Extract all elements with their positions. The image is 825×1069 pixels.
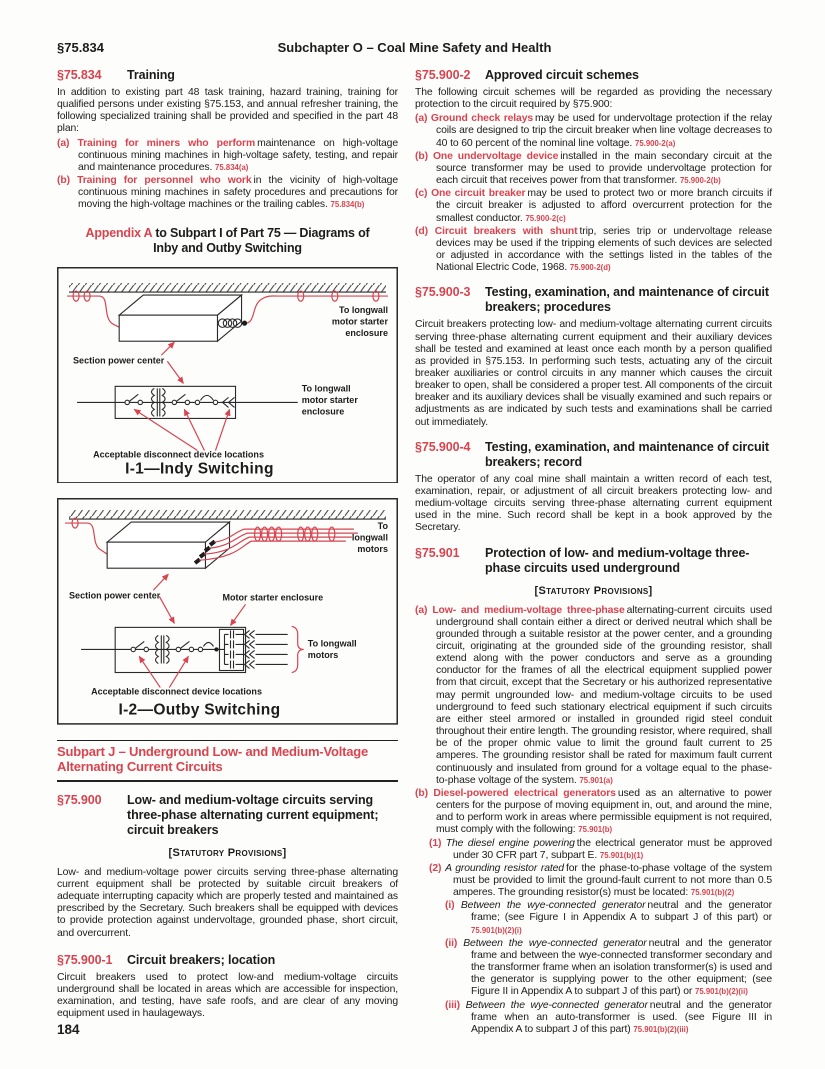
- list-item-b2-iii: (iii) Between the wye-connected generator neutral and the generator frame when an auto-transformer is used. (see Figure III in Appendix A to subpart J of this part) 75.901(b)(2)(iii): [445, 999, 772, 1035]
- power-center-schematic: [81, 627, 304, 673]
- section-title: Low- and medium-voltage circuits serving three-phase alternating current equipment; circuit breakers: [127, 792, 379, 837]
- list-item-b1: (1) The diesel engine powering the electrical generator must be approved under 30 CFR part 7, subpart E. 75.901(b)(1): [429, 837, 772, 861]
- label-disconnect-locations: Acceptable disconnect device locations: [91, 686, 262, 697]
- citation: 75.901(b)(2)(ii): [694, 987, 748, 997]
- list-item-b: (b) Training for personnel who work in the vicinity of high-voltage continuous mining machines in safety procedures and precautions for moving the high-voltage machines or the trailing cables. 75.834(b): [57, 175, 398, 211]
- appendix-title: to Subpart I of Part 75 — Diagrams of Inby and Outby Switching: [153, 225, 370, 256]
- section-heading-75900: [57, 793, 398, 838]
- section-number: §75.900-4: [415, 439, 471, 454]
- ceiling-hatch: [69, 283, 386, 292]
- label-to-longwall-motors-top: To longwall motors: [351, 521, 388, 555]
- citation: 75.834(b): [330, 200, 365, 210]
- section-number: §75.900-3: [415, 285, 471, 300]
- pointer-arrow: [161, 342, 174, 355]
- paragraph: Circuit breakers protecting low- and medium-voltage alternating current circuits serving three-phase alternating current equipment and their auxiliary devices shall be tested and examined at least once each month by a person qualified as provided in §75.153. In performing such tests, actuating any of the circuit breaker auxiliaries or control circuits in any manner which causes the circuit breaker to open, shall be considered a proper test. All components of the circuit breaker and its auxiliary devices shall be visually examined and such repairs or adjustments as are indicated by such tests and examinations shall be carried out immediately.: [415, 319, 772, 428]
- label-section-power-center: Section power center: [73, 354, 165, 365]
- right-column: [415, 66, 772, 1037]
- list-item-c: (c) One circuit breaker may be used to protect two or more branch circuits if the circuit breaker is adjusted to afford overcurrent protection for the smallest conductor. 75.900-2(c): [415, 188, 772, 224]
- inby-switching-diagram: [57, 267, 398, 484]
- list-item-b2-i: (i) Between the wye-connected generator neutral and the generator frame; (see Figure I in Appendix A to subpart J of this part) or 75.901(b)(2)(i): [445, 900, 772, 935]
- citation: 75.900-2(d): [569, 263, 611, 273]
- subpart-heading: Subpart J – Underground Low- and Medium-Voltage Alternating Current Circuits: [57, 740, 398, 782]
- page-number: 184: [57, 1022, 80, 1037]
- citation: 75.901(b)(2): [690, 888, 735, 898]
- label-motor-starter-enclosure: Motor starter enclosure: [222, 592, 324, 603]
- header-section-number: §75.834: [57, 40, 104, 55]
- statutory-provisions-label: [Statutory Provisions]: [534, 584, 653, 597]
- running-header: [57, 40, 772, 58]
- section-number: §75.900: [57, 792, 102, 807]
- section-number: §75.901: [415, 545, 460, 560]
- section-title: Approved circuit schemes: [485, 68, 639, 82]
- power-center-box: [107, 522, 229, 568]
- citation: 75.900-2(c): [525, 213, 566, 223]
- list-item-a: (a) Ground check relays may be used for undervoltage protection if the relay coils are designed to trip the circuit breaker when line voltage decreases to 40 to 60 percent of the nominal line voltage. 75.900-2(a): [415, 113, 773, 149]
- citation: 75.901(b)(2)(i): [471, 925, 522, 935]
- list-item-b: (b) Diesel-powered electrical generators used as an alternative to power centers for the purpose of moving equipment in, out, and around the mine, and to perform work in areas where permissible equipment is not required, must comply with the following: 75.901(b): [415, 787, 772, 836]
- section-heading-75900-3: [415, 285, 772, 315]
- section-heading-75900-1: [57, 953, 398, 968]
- citation: 75.900-2(b): [679, 176, 721, 186]
- paragraph: The operator of any coal mine shall maintain a written record of each test, examination, repair, or adjustment of all circuit breakers protecting low- and medium-voltage circuits serving three-phase alternating current equipment used in the mine. Such record shall be kept in a book approved by the Secretary.: [415, 473, 772, 534]
- pointer-arrow: [159, 596, 174, 623]
- ceiling-hatch: [69, 510, 386, 519]
- figure-inby-switching: [57, 267, 398, 484]
- citation: 75.900-2(a): [634, 138, 676, 148]
- list-item-b: (b) One undervoltage device installed in the main secondary circuit at the source transformer may be used to provide undervoltage protection for each circuit that receives power from that transformer. 75.900-2(b): [415, 150, 772, 187]
- pointer-arrow: [167, 361, 183, 383]
- circuit-breaker: [200, 395, 213, 400]
- power-cable: [65, 523, 107, 554]
- section-number: §75.834: [57, 68, 102, 82]
- left-column: [57, 66, 398, 1022]
- section-heading-75834: [57, 68, 398, 83]
- power-center-schematic: [77, 386, 298, 418]
- disconnect-switch: [180, 642, 189, 649]
- figure-caption: I-1—Indy Switching: [125, 460, 274, 478]
- label-to-longwall-motor-starter-mid: To longwall motor starter enclosure: [301, 382, 358, 416]
- header-title: Subchapter O – Coal Mine Safety and Health: [277, 40, 552, 55]
- list-item-a: (a) Training for miners who perform maintenance on high-voltage continuous mining machines in high-voltage safety, testing, and repair and maintenance procedures. 75.834(a): [57, 137, 398, 173]
- citation: 75.834(a): [215, 162, 249, 172]
- section-title: Circuit breakers; location: [127, 952, 276, 967]
- motor-starter-enclosure: [216, 630, 243, 671]
- paragraph: Circuit breakers used to protect low-and medium-voltage circuits underground shall be located in areas which are accessible for inspection, examination, and testing, have safe roofs, and are clear of any moving equipment used in haulageways.: [57, 971, 398, 1020]
- circuit-breaker: [203, 643, 213, 647]
- section-title: Training: [127, 68, 175, 82]
- disconnect-switch: [129, 394, 138, 401]
- disconnect-switch: [135, 642, 144, 649]
- pointer-arrow: [215, 409, 229, 450]
- list-item-b2-ii: (ii) Between the wye-connected generator neutral and the generator frame and between the wye-connected transformer secondary and the transformer frame when an isolation transformer(s) is used and the generator is supplying power to the other equipment; (see Figure II in Appendix A to subpart J of this part) or 75.901(b)(2)(ii): [445, 937, 772, 998]
- citation: 75.901(b)(2)(iii): [633, 1024, 689, 1034]
- section-title: Protection of low- and medium-voltage three-phase circuits used underground: [485, 545, 750, 575]
- power-center-box: [119, 295, 247, 341]
- section-heading-75900-2: [415, 68, 772, 83]
- section-heading-75901: [415, 546, 772, 576]
- label-disconnect-locations: Acceptable disconnect device locations: [93, 449, 264, 460]
- label-section-power-center: Section power center: [69, 590, 161, 601]
- brace: [292, 627, 304, 673]
- appendix-heading: [75, 226, 380, 257]
- citation: 75.901(b): [578, 825, 613, 835]
- statutory-provisions-label: [Statutory Provisions]: [168, 846, 287, 859]
- motor-feed-lines: [245, 631, 288, 669]
- appendix-label: Appendix A: [85, 225, 153, 240]
- citation: 75.901(b)(1): [599, 850, 644, 860]
- label-to-longwall-motor-starter-top: To longwall motor starter enclosure: [331, 304, 388, 338]
- list-item-d: (d) Circuit breakers with shunt trip, series trip or undervoltage release devices may be used if the tripping elements of such devices are selected or adjusted in accordance with the settings listed in the tables of the National Electric Code, 1968. 75.900-2(d): [415, 225, 772, 274]
- disconnect-switch: [176, 394, 185, 401]
- section-title: Testing, examination, and maintenance of circuit breakers; record: [485, 439, 769, 469]
- section-heading-75900-4: [415, 440, 772, 470]
- figure-outby-switching: [57, 498, 398, 725]
- citation: 75.901(a): [579, 775, 613, 785]
- paragraph: In addition to existing part 48 task training, hazard training, training for qualified persons under existing §75.153, and annual refresher training, the following specialized training shall be provided and specified in the part 48 plan:: [57, 87, 398, 135]
- label-to-longwall-motors-right: To longwall motors: [307, 638, 357, 661]
- paragraph: The following circuit schemes will be regarded as providing the necessary protection to the circuit required by §75.900:: [415, 87, 772, 111]
- paragraph: Low- and medium-voltage power circuits serving three-phase alternating current equipment shall be protected by suitable circuit breakers of adequate interrupting capacity which are properly tested and maintained as prescribed by the Secretary. Such breakers shall be equipped with devices to provide protection against undervoltage, grounded phase, short circuit, and overcurrent.: [57, 866, 398, 939]
- outby-switching-diagram: [57, 498, 398, 725]
- figure-caption: I-2—Outby Switching: [118, 701, 281, 719]
- section-title: Testing, examination, and maintenance of circuit breakers; procedures: [485, 285, 769, 315]
- pointer-arrow: [231, 604, 246, 625]
- list-item-a: (a) Low- and medium-voltage three-phase alternating-current circuits used underground shall contain either a direct or derived neutral which shall be grounded through a suitable resistor at the power center, and a grounding circuit, originating at the grounded side of the grounding resistor, shall extend along with the power conductors and serve as a grounding conductor for the frames of all the electrical equipment supplied power from that circuit, except that the Secretary or his authorized representative may permit ungrounded low- and medium-voltage circuits to be used underground to feed such stationary electrical equipment if such circuits are either steel armored or installed in grounded rigid steel conduit throughout their entire length. The grounding resistor, where required, shall be of the proper ohmic value to limit the ground fault current to 25 amperes. The grounding resistor shall be rated for maximum fault current continuously and insulated from ground for a voltage equal to the phase-to-phase voltage of the system. 75.901(a): [415, 604, 772, 786]
- section-number: §75.900-2: [415, 68, 471, 82]
- section-number: §75.900-1: [57, 952, 113, 967]
- list-item-b2: (2) A grounding resistor rated for the phase-to-phase voltage of the system must be provided to limit the ground-fault current to not more than 0.5 amperes. The grounding resistor(s) must be located: 75.901(b)(2): [429, 862, 772, 899]
- pointer-arrow: [153, 574, 168, 590]
